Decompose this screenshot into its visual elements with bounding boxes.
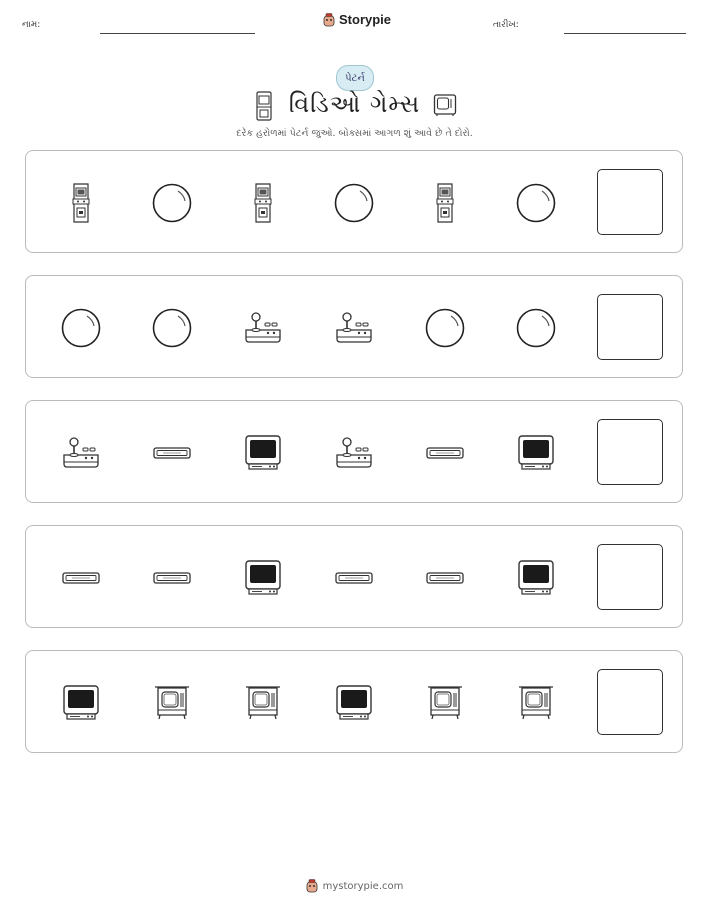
cartridge-icon bbox=[415, 401, 475, 504]
ball-icon bbox=[51, 276, 111, 379]
brand-logo bbox=[323, 12, 391, 27]
arcade-cabinet-icon bbox=[233, 151, 293, 254]
cartridge-icon bbox=[142, 401, 202, 504]
storypie-mascot-icon bbox=[306, 879, 318, 893]
topic-badge: પેટર્ન bbox=[336, 65, 374, 91]
answer-box[interactable] bbox=[597, 294, 663, 360]
name-label: નામ: bbox=[22, 20, 41, 30]
arcade-cabinet-icon bbox=[51, 151, 111, 254]
joystick-icon bbox=[324, 276, 384, 379]
pattern-row bbox=[25, 150, 683, 253]
crt-monitor-icon bbox=[233, 526, 293, 629]
cartridge-icon bbox=[142, 526, 202, 629]
arcade-cabinet-icon bbox=[415, 151, 475, 254]
crt-monitor-icon bbox=[506, 401, 566, 504]
cartridge-icon bbox=[324, 526, 384, 629]
storypie-mascot-icon bbox=[323, 13, 335, 27]
instructions: દરેક હરોળમાં પેટર્ન જુઓ. બોક્સમાં આગળ શું આવે છે તે દોરો. bbox=[236, 128, 473, 139]
ball-icon bbox=[142, 276, 202, 379]
joystick-icon bbox=[324, 401, 384, 504]
old-tv-icon bbox=[233, 651, 293, 754]
cartridge-icon bbox=[51, 526, 111, 629]
cartridge-icon bbox=[415, 526, 475, 629]
old-tv-icon bbox=[142, 651, 202, 754]
date-label: તારીખ: bbox=[493, 20, 519, 30]
joystick-icon bbox=[51, 401, 111, 504]
ball-icon bbox=[324, 151, 384, 254]
answer-box[interactable] bbox=[597, 544, 663, 610]
crt-monitor-icon bbox=[233, 401, 293, 504]
crt-monitor-icon bbox=[51, 651, 111, 754]
old-tv-icon bbox=[433, 93, 457, 117]
pattern-row bbox=[25, 650, 683, 753]
name-line[interactable] bbox=[100, 33, 255, 34]
answer-box[interactable] bbox=[597, 419, 663, 485]
ball-icon bbox=[506, 151, 566, 254]
brand-name: Storypie bbox=[339, 12, 392, 27]
joystick-icon bbox=[233, 276, 293, 379]
ball-icon bbox=[142, 151, 202, 254]
old-tv-icon bbox=[415, 651, 475, 754]
answer-box[interactable] bbox=[597, 669, 663, 735]
date-line[interactable] bbox=[564, 33, 686, 34]
page-title: વિડિઓ ગેમ્સ bbox=[288, 90, 421, 118]
pattern-row bbox=[25, 275, 683, 378]
pattern-row bbox=[25, 400, 683, 503]
footer bbox=[0, 879, 709, 893]
pattern-row bbox=[25, 525, 683, 628]
crt-monitor-icon bbox=[324, 651, 384, 754]
old-tv-icon bbox=[506, 651, 566, 754]
ball-icon bbox=[415, 276, 475, 379]
answer-box[interactable] bbox=[597, 169, 663, 235]
footer-site[interactable]: mystorypie.com bbox=[322, 880, 404, 892]
ball-icon bbox=[506, 276, 566, 379]
crt-monitor-icon bbox=[506, 526, 566, 629]
